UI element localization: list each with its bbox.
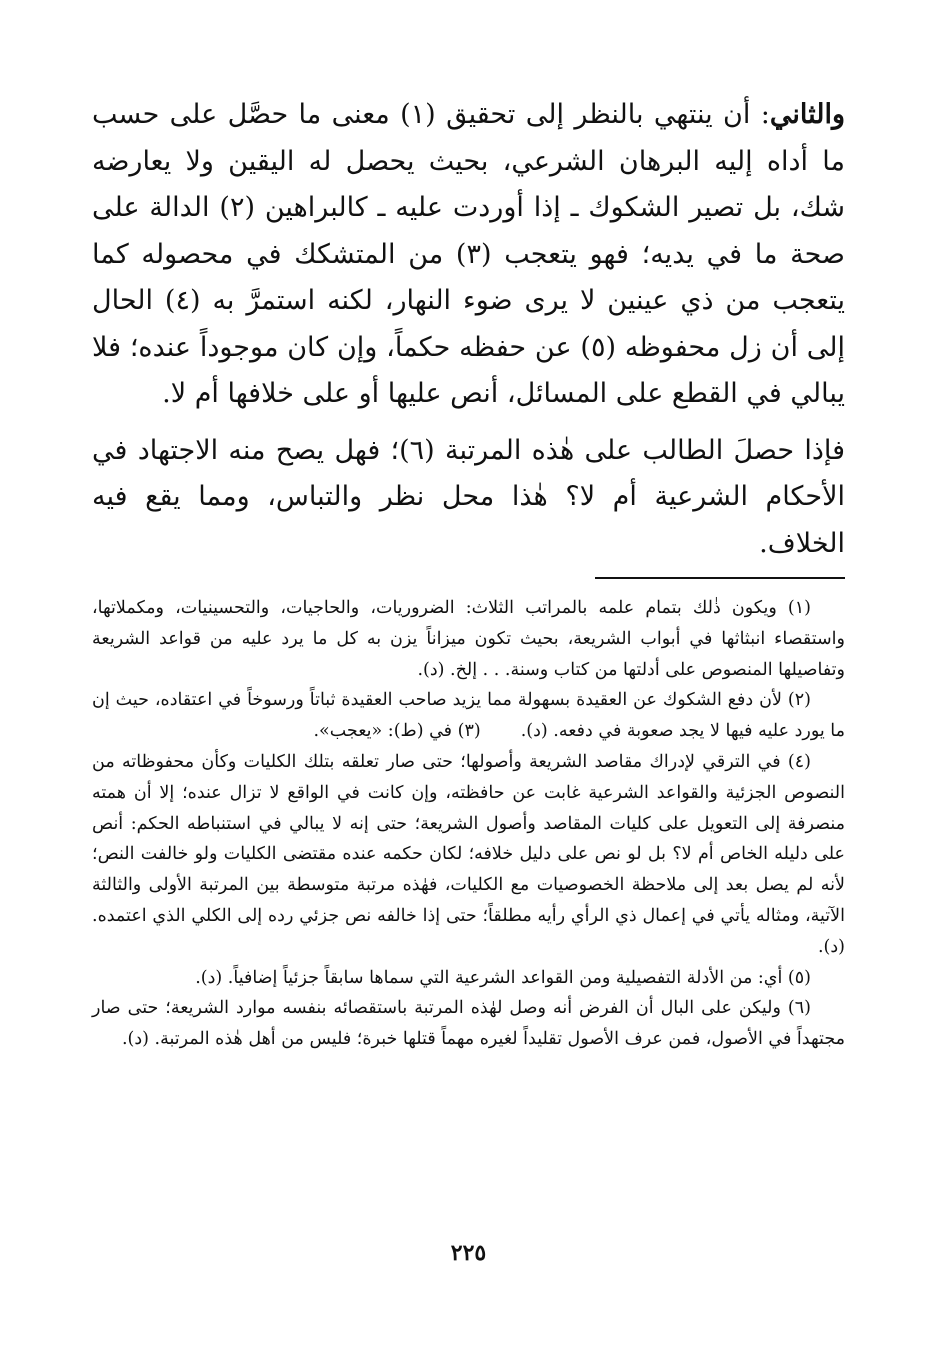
- footnote-2-3: [92, 685, 845, 747]
- paragraph-lead-word: والثاني: [769, 99, 845, 130]
- body-paragraph-1: [92, 92, 845, 418]
- footnote-6: (٦) وليكن على البال أن الفرض أنه وصل لهٰذه المرتبة باستقصائه بنفسه موارد الشريعة؛ حتى صار مجتهداً في الأصول، فمن عرف الأصول تقليداً لغيره مهماً قتلها خبرة؛ فليس من أهل هٰذه المرتبة. (د).: [92, 998, 845, 1050]
- footnotes-section: [92, 593, 845, 1055]
- body-paragraph-2: فإذا حصلَ الطالب على هٰذه المرتبة (٦)؛ فهل يصح منه الاجتهاد في الأحكام الشرعية أم لا؟ هٰذا محل نظر والتباس، ومما يقع فيه الخلاف.: [92, 434, 845, 559]
- footnote-4: (٤) في الترقي لإدراك مقاصد الشريعة وأصولها؛ حتى صار تعلقه بتلك الكليات وكأن محفوظاته من النصوص الجزئية والقواعد الشرعية غابت عن حافظته، وإن كانت في الواقع لا تزال عنده؛ إلا أن همته منصرفة إلى التعويل على كليات المقاصد وأصول الشريعة؛ حتى إنه لا يبالي في استنباطه الحكم: أنص على دليله الخاص أم لا؟ بل لو نص على دليل خلافه؛ لكان حكمه عنده مقتضى الكليات ولو خالفت النص؛ لأنه لم يصل بعد إلى ملاحظة الخصوصيات مع الكليات، فهٰذه مرتبة متوسطة بين المرتبة الأولى والثالثة الآتية، ومثاله يأتي في إعمال ذي الرأي رأيه مطلقاً؛ حتى إذا خالفه نص جزئي رده إلى الكلي الذي اعتمده. (د).: [92, 751, 845, 957]
- footnote-2: (٢) لأن دفع الشكوك عن العقيدة بسهولة مما يزيد صاحب العقيدة ثباتاً ورسوخاً في اعتقاده، حيث إن ما يورد عليه فيها لا يجد صعوبة في دفعه. (د).: [92, 690, 845, 742]
- paragraph-1-text: : أن ينتهي بالنظر إلى تحقيق (١) معنى ما حصَّل على حسب ما أداه إليه البرهان الشرعي، بحيث يحصل له اليقين ولا يعارضه شك، بل تصير الشكوك ـ إذا أوردت عليه ـ كالبراهين (٢) الدالة على صحة ما في يديه؛ فهو يتعجب (٣) من المتشكك في محصوله كما يتعجب من ذي عينين لا يرى ضوء النهار، لكنه استمرَّ به (٤) الحال إلى أن زل محفوظه (٥) عن حفظه حكماً، وإن كان موجوداً عنده؛ فلا يبالي في القطع على المسائل، أنص عليها أو على خلافها أم لا.: [92, 99, 846, 409]
- page-content: [92, 92, 845, 1055]
- footnote-5: (٥) أي: من الأدلة التفصيلية ومن القواعد الشرعية التي سماها سابقاً جزئياً إضافياً. (د).: [195, 967, 811, 988]
- footnote-1: (١) ويكون ذٰلك بتمام علمه بالمراتب الثلاث: الضروريات، والحاجيات، والتحسينيات، ومكملاتها، واستقصاء انبثاثها في أبواب الشريعة، بحيث تكون ميزاناً يزن به كل ما يرد عليه من قواعد الشريعة وتفاصيلها المنصوص على أدلتها من كتاب وسنة. . . إلخ. (د).: [92, 598, 845, 680]
- footnote-3: (٣) في (ط): «يعجب».: [313, 721, 481, 742]
- page-number: ٢٢٥: [450, 1240, 487, 1266]
- footnote-divider: [595, 577, 845, 579]
